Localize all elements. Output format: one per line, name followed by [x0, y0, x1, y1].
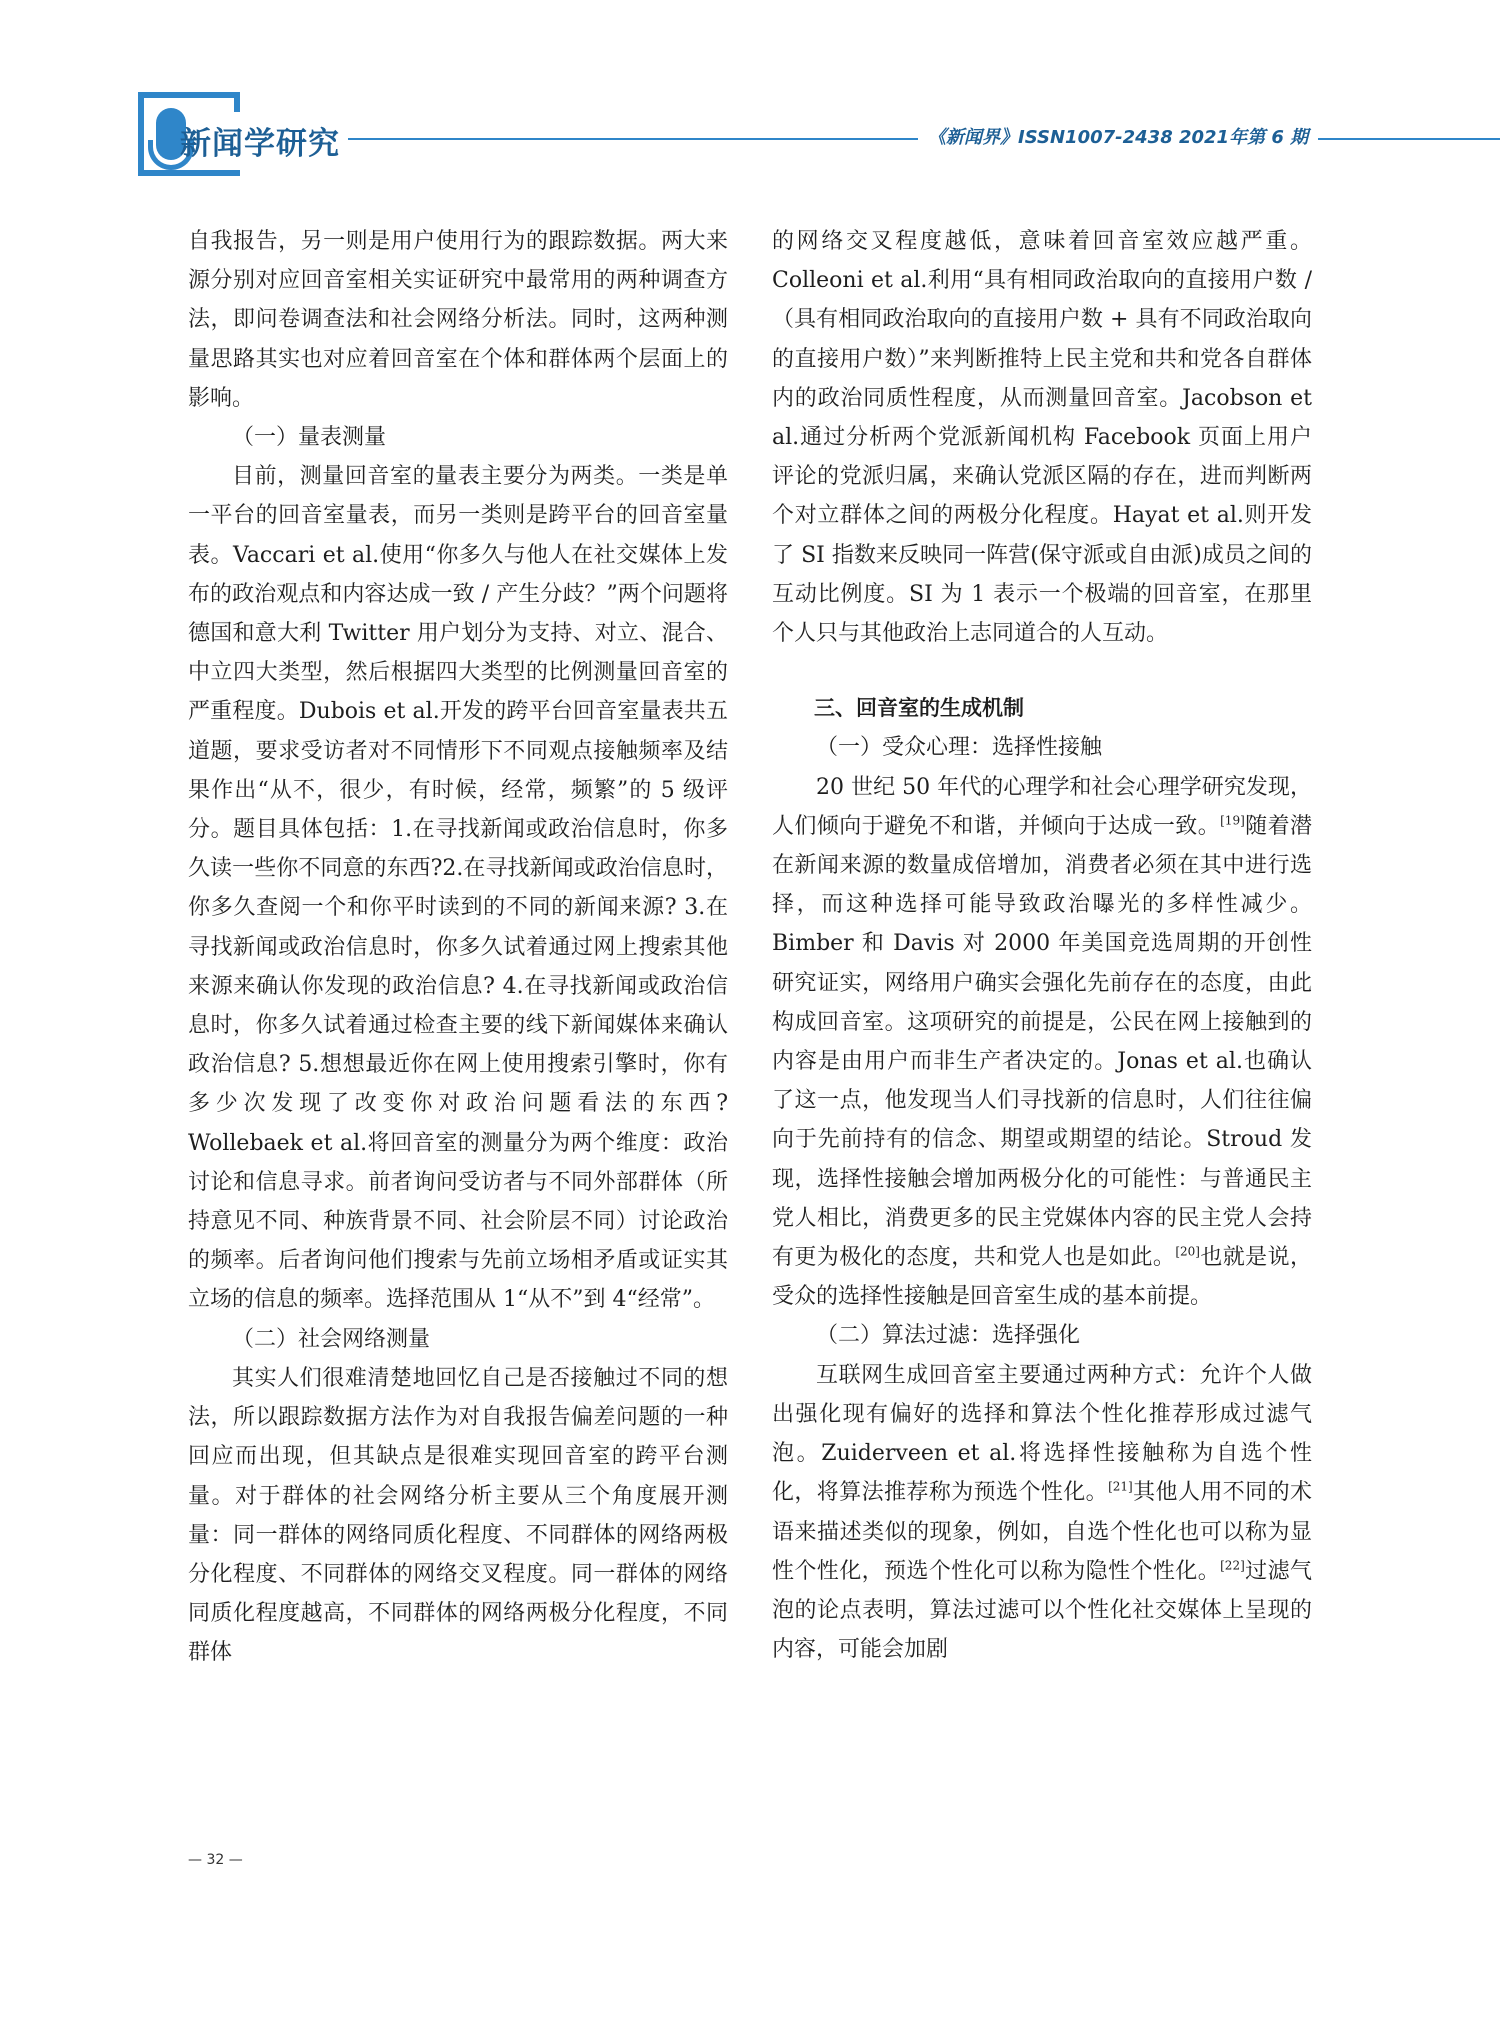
text-run: 过滤气泡的论点表明，算法过滤可以个性化社交媒体上呈现的内容，可能会加剧 [772, 1558, 1312, 1663]
header-rule-left [348, 138, 918, 140]
citation-ref: [19] [1220, 813, 1245, 828]
subsection-heading: （二）社会网络测量 [232, 1326, 431, 1352]
page-number: — 32 — [188, 1852, 243, 1868]
citation-ref: [22] [1220, 1558, 1245, 1573]
paragraph [772, 768, 1312, 1317]
left-column [188, 222, 728, 1673]
section-title: 新闻学研究 [180, 126, 340, 162]
section-heading: 三、回音室的生成机制 [814, 696, 1024, 721]
issue-info: 《新闻界》ISSN1007-2438 2021年第 6 期 [928, 127, 1309, 148]
paragraph: 的网络交叉程度越低，意味着回音室效应越严重。Colleoni et al.利用“具有相同政治取向的直接用户数 /（具有相同政治取向的直接用户数 + 具有不同政治取向的直接用户数）”来判断推特上民主党和共和党各自群体内的政治同质性程度，从而测量回音室。Jacobson et al.通过分析两个党派新闻机构 Facebook 页面上用户评论的党派归属，来确认党派区隔的存在，进而判断两个对立群体之间的两极分化程度。Hayat et al.则开发了 SI 指数来反映同一阵营(保守派或自由派)成员之间的互动比例度。SI 为 1 表示一个极端的回音室，在那里个人只与其他政治上志同道合的人互动。 [772, 229, 1312, 647]
text-run: 20 世纪 50 年代的心理学和社会心理学研究发现，人们倾向于避免不和谐，并倾向于达成一致。 [772, 774, 1312, 839]
subsection-heading: （二）算法过滤：选择强化 [816, 1323, 1081, 1349]
text-run: 随着潜在新闻来源的数量成倍增加，消费者必须在其中进行选择，而这种选择可能导致政治曝光的多样性减少。Bimber 和 Davis 对 2000 年美国竞选周期的开创性研究证实，网络用户确实会强化先前存在的态度，由此构成回音室。这项研究的前提是，公民在网上接触到的内容是由用户而非生产者决定的。Jonas et al.也确认了这一点，他发现当人们寻找新的信息时，人们往往偏向于先前持有的信念、期望或期望的结论。Stroud 发现，选择性接触会增加两极分化的可能性：与普通民主党人相比，消费更多的民主党媒体内容的民主党人会持有更为极化的态度，共和党人也是如此。 [772, 813, 1312, 1271]
page-header [0, 0, 1500, 200]
right-column [772, 222, 1312, 1669]
paragraph: 其实人们很难清楚地回忆自己是否接触过不同的想法，所以跟踪数据方法作为对自我报告偏差问题的一种回应而出现，但其缺点是很难实现回音室的跨平台测量。对于群体的社会网络分析主要从三个角度展开测量：同一群体的网络同质化程度、不同群体的网络两极分化程度、不同群体的网络交叉程度。同一群体的网络同质化程度越高，不同群体的网络两极分化程度，不同群体 [188, 1365, 728, 1666]
header-rule-right [1318, 138, 1500, 140]
logo-frame-right [234, 92, 240, 112]
text-run: 其他人用不同的术语来描述类似的现象，例如，自选个性化也可以称为显性个性化，预选个性化可以称为隐性个性化。 [772, 1480, 1312, 1584]
text-run: 互联网生成回音室主要通过两种方式：允许个人做出强化现有偏好的选择和算法个性化推荐形成过滤气泡。Zuiderveen et al.将选择性接触称为自选个性化，将算法推荐称为预选个性化。 [772, 1362, 1312, 1506]
paragraph: 自我报告，另一则是用户使用行为的跟踪数据。两大来源分别对应回音室相关实证研究中最常用的两种调查方法，即问卷调查法和社会网络分析法。同时，这两种测量思路其实也对应着回音室在个体和群体两个层面上的影响。 [188, 229, 728, 411]
text-run: 也就是说，受众的选择性接触是回音室生成的基本前提。 [772, 1245, 1312, 1310]
paragraph [772, 1356, 1312, 1670]
citation-ref: [21] [1108, 1479, 1133, 1494]
subsection-heading: （一）量表测量 [232, 425, 387, 451]
citation-ref: [20] [1175, 1244, 1200, 1259]
subsection-heading: （一）受众心理：选择性接触 [816, 735, 1103, 761]
paragraph: 目前，测量回音室的量表主要分为两类。一类是单一平台的回音室量表，而另一类则是跨平台的回音室量表。Vaccari et al.使用“你多久与他人在社交媒体上发布的政治观点和内容达成一致 / 产生分歧？”两个问题将德国和意大利 Twitter 用户划分为支持、对立、混合、中立四大类型，然后根据四大类型的比例测量回音室的严重程度。Dubois et al.开发的跨平台回音室量表共五道题，要求受访者对不同情形下不同观点接触频率及结果作出“从不，很少，有时候，经常，频繁”的 5 级评分。题目具体包括：1.在寻找新闻或政治信息时，你多久读一些你不同意的东西?2.在寻找新闻或政治信息时，你多久查阅一个和你平时读到的不同的新闻来源? 3.在寻找新闻或政治信息时，你多久试着通过网上搜索其他来源来确认你发现的政治信息? 4.在寻找新闻或政治信息时，你多久试着通过检查主要的线下新闻媒体来确认政治信息? 5.想想最近你在网上使用搜索引擎时，你有多少次发现了改变你对政治问题看法的东西? Wollebaek et al.将回音室的测量分为两个维度：政治讨论和信息寻求。前者询问受访者与不同外部群体（所持意见不同、种族背景不同、社会阶层不同）讨论政治的频率。后者询问他们搜索与先前立场相矛盾或证实其立场的信息的频率。选择范围从 1“从不”到 4“经常”。 [188, 464, 728, 1313]
